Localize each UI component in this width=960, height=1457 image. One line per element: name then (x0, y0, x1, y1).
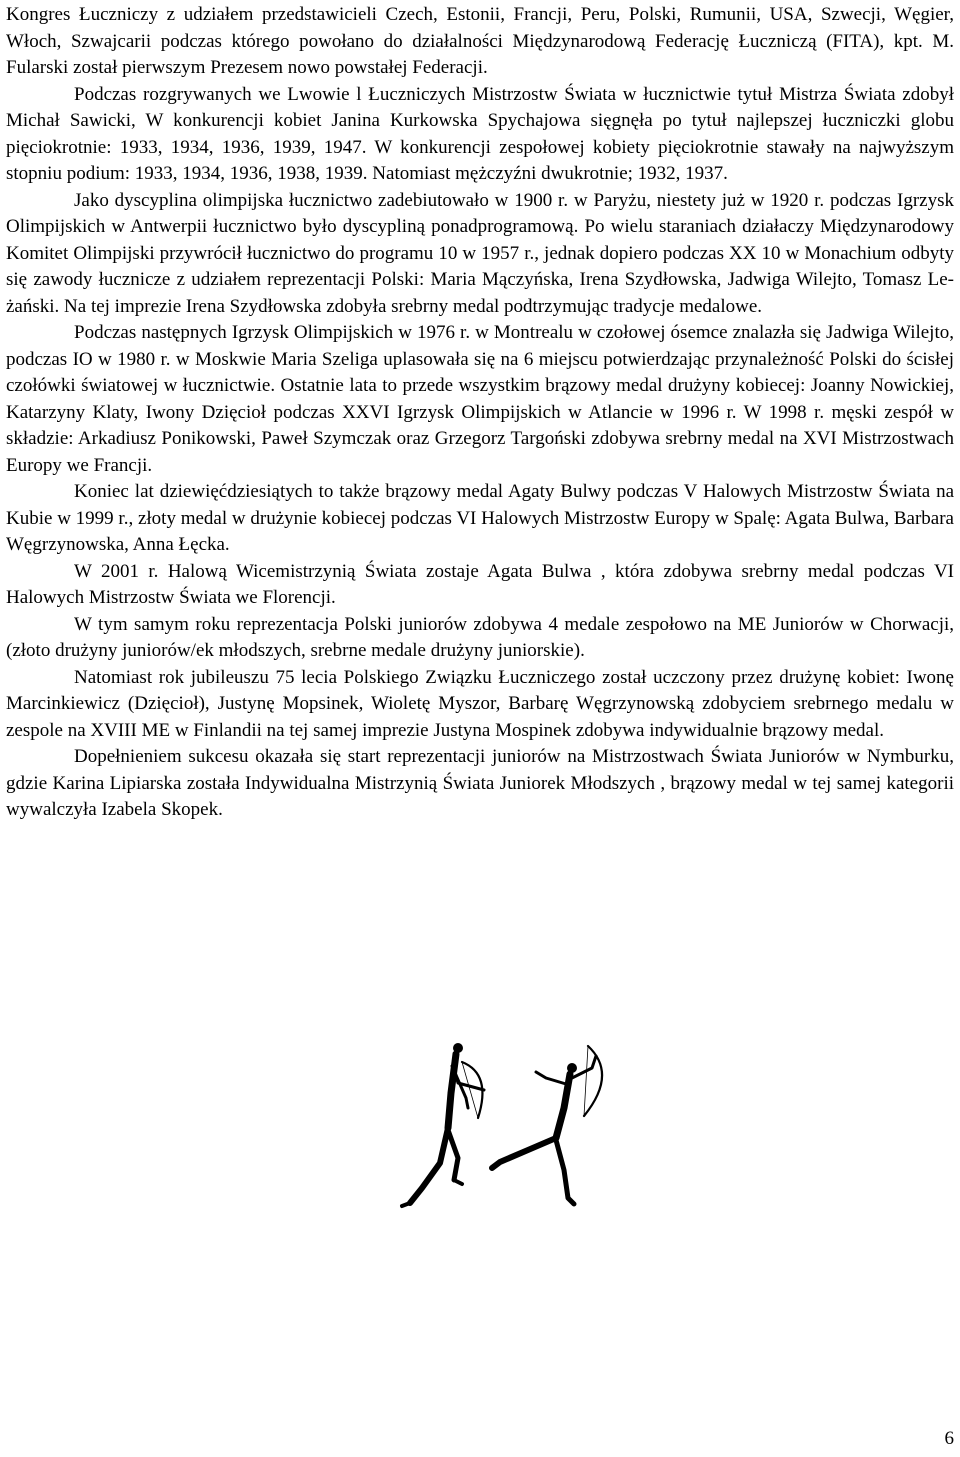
article-body (6, 2, 954, 824)
paragraph-olympic-debut: Jako dyscyplina olimpijska łucznictwo zadebiutowało w 1900 r. w Paryżu, niestety już w 1920 r. podczas Igrzysk Olimpijskich w Antwerpii łucznictwo było dyscypliną ponadprogramową. Po wielu staraniach działaczy Międzynarodowy Komitet Olimpijski przywrócił łucznictwo do programu 10 w 1957 r., jednak dopiero podczas XX 10 w Monachium odbyty się zawody łucznicze z udziałem reprezentacji Polski: Maria Mączyńska, Irena Szydłowska, Jadwiga Wilejto, Tomasz Leżański. Na tej imprezie Irena Szydłowska zdobyła srebrny medal podtrzymując tradycje medalowe. (6, 189, 954, 317)
paragraph-nymburk: Dopełnieniem sukcesu okazała się start reprezentacji juniorów na Mistrzostwach Świata Juniorów w Nymburku, gdzie Karina Lipiarska została Indywidualna Mistrzynią Świata Juniorek Młodszych , brązowy medal w tej samej kategorii wywalczyła Izabela Skopek. (6, 746, 954, 820)
page-number: 6 (944, 1428, 954, 1449)
paragraph-jubilee: Natomiast rok jubileuszu 75 lecia Polskiego Związku Łuczniczego został uczczony przez drużynę kobiet: Iwonę Marcinkiewicz (Dzięcioł), Justynę Mopsinek, Wioletę Myszor, Barbarę Węgrzynowską zdobyciem srebrnego medalu w zespole na XVIII ME w Finlandii na tej samej imprezie Justyna Mospinek zdobywa indywidualnie brązowy medal. (6, 666, 954, 741)
archers-illustration (396, 1038, 616, 1228)
paragraph-fita-congress: Kongres Łuczniczy z udziałem przedstawicieli Czech, Estonii, Francji, Peru, Polski, Rumunii, USA, Szwecji, Węgier, Włoch, Szwajcarii podczas którego powołano do działalności Międzynarodową Federację Łuczniczą (FITA), kpt. M. Fularski został pierwszym Prezesem nowo powstałej Federacji. (6, 4, 954, 78)
paragraph-junior-medals: W tym samym roku reprezentacja Polski juniorów zdobywa 4 medale zespołowo na ME Juniorów w Chorwacji, (złoto drużyny juniorów/ek młodszych, srebrne medale drużyny juniorskie). (6, 613, 954, 661)
paragraph-lwow-championships: Podczas rozgrywanych we Lwowie l Łuczniczych Mistrzostw Świata w łucznictwie tytuł Mistrza Świata zdobył Michał Sawicki, W konkurencji kobiet Janina Kurkowska Spychajowa sięgnęła po tytuł najlepszej łuczniczki globu pięciokrotnie: 1933, 1934, 1936, 1939, 1947. W konkurencji zespołowej kobiety pięciokrotnie stawały na najwyższym stopniu podium: 1933, 1934, 1936, 1938, 1939. Natomiast mężczyźni dwukrotnie; 1932, 1937. (6, 83, 954, 184)
paragraph-2001-vice-champion: W 2001 r. Halową Wicemistrzynią Świata zostaje Agata Bulwa , która zdobywa srebrny medal podczas VI Halowych Mistrzostw Świata we Florencji. (6, 560, 954, 608)
paragraph-indoor-championships: Koniec lat dziewięćdziesiątych to także brązowy medal Agaty Bulwy podczas V Halowych Mistrzostw Świata na Kubie w 1999 r., złoty medal w drużynie kobiecej podczas VI Halowych Mistrzostw Europy w Spalę: Agata Bulwa, Barbara Węgrzynowska, Anna Łęcka. (6, 481, 954, 555)
right-bow (584, 1046, 602, 1116)
paragraph-montreal-moscow: Podczas następnych Igrzysk Olimpijskich w 1976 r. w Montrealu w czołowej ósemce znalazła się Jadwiga Wilejto, podczas IO w 1980 r. w Moskwie Maria Szeliga uplasowała się na 6 miejscu potwierdzając przynależność Polski do ścisłej czołówki światowej w łucznictwie. Ostatnie lata to przede wszystkim brązowy medal drużyny kobiecej: Joanny Nowickiej, Katarzyny Klaty, Iwony Dzięcioł podczas XXVI Igrzysk Olimpijskich w Atlancie w 1996 r. W 1998 r. męski zespół w składzie: Arkadiusz Ponikowski, Paweł Szymczak oraz Grzegorz Targoński zdobywa srebrny medal na XVI Mistrzostwach Europy we Francji. (6, 322, 954, 476)
right-archer-figure (492, 1056, 596, 1204)
